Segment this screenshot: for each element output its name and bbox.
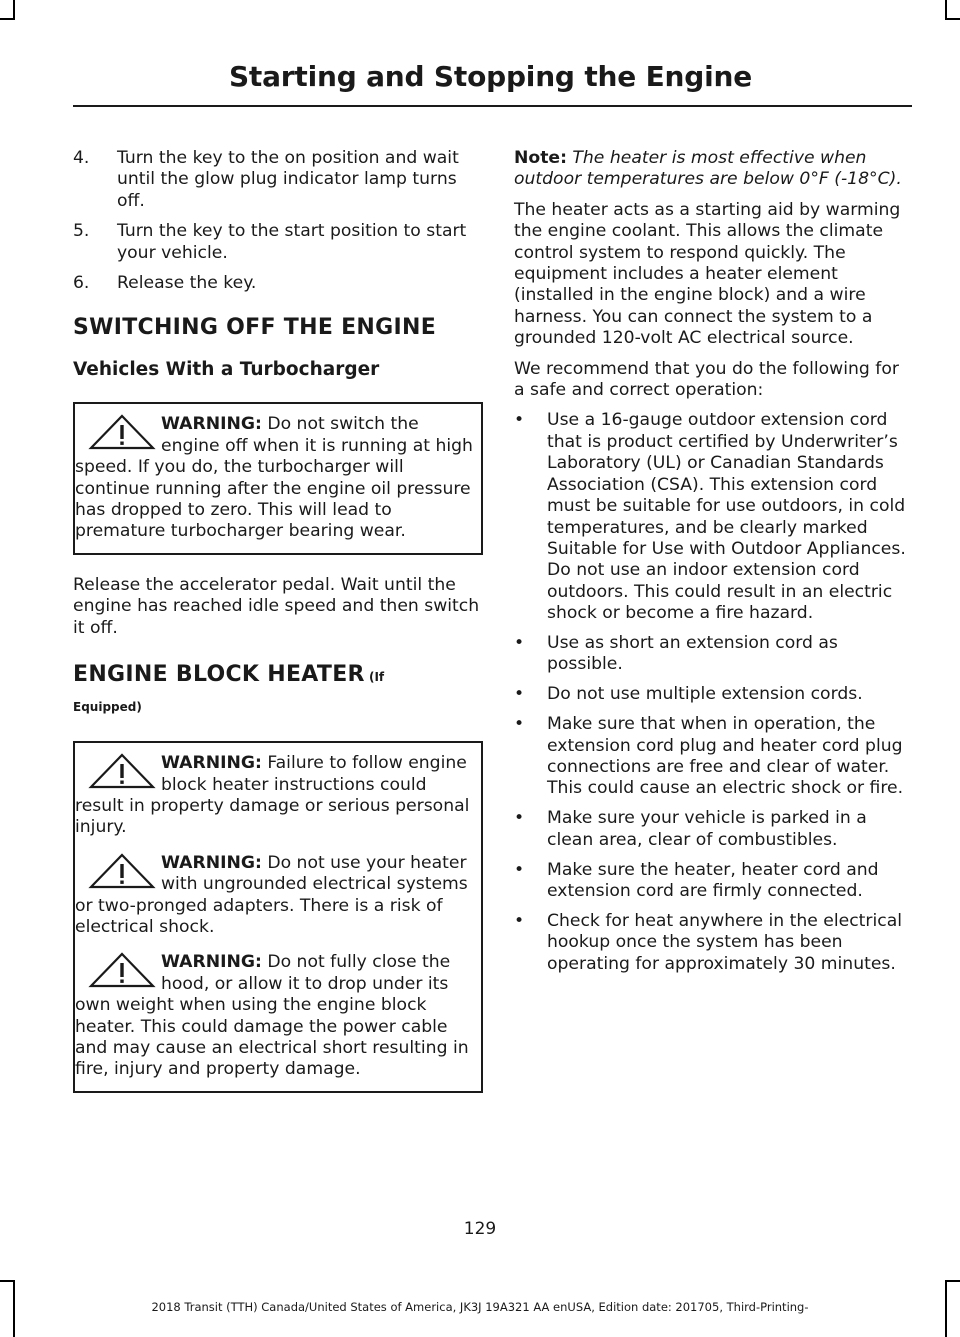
warning-item bbox=[75, 952, 473, 1080]
warning-label: WARNING: bbox=[161, 952, 262, 973]
section-heading-engine-block-heater bbox=[73, 661, 483, 691]
footer-edition-info: 2018 Transit (TTH) Canada/United States of America, JK3J 19A321 AA enUSA, Edition date: 201705, Third-Printing- bbox=[151, 1300, 809, 1314]
step-number: 4. bbox=[73, 148, 90, 168]
step-number: 5. bbox=[73, 221, 90, 242]
crop-mark bbox=[0, 1280, 15, 1282]
list-item bbox=[514, 860, 909, 903]
section-heading-switching-off: SWITCHING OFF THE ENGINE bbox=[73, 315, 437, 341]
heater-equipped-note: Equipped) bbox=[73, 700, 142, 715]
warning-text: Do not fully close the hood, or allow it to drop under its own weight when using the engine block heater. This could damage the power cable and may cause an electrical short resulting in fire, injury and property damage. bbox=[75, 952, 469, 1080]
crop-mark bbox=[945, 0, 947, 20]
warning-label: WARNING: bbox=[161, 852, 262, 873]
step-text: Turn the key to the on position and wait until the glow plug indicator lamp turns off. bbox=[117, 148, 459, 211]
subheading-turbocharger: Vehicles With a Turbocharger bbox=[73, 359, 380, 381]
list-item bbox=[514, 808, 909, 851]
bullet: • bbox=[514, 684, 525, 705]
bullet: • bbox=[514, 808, 525, 829]
crop-mark bbox=[945, 1280, 960, 1282]
warning-text: Do not use your heater with ungrounded electrical systems or two-pronged adapters. There is a risk of electrical shock. bbox=[75, 852, 468, 937]
release-instructions: Release the accelerator pedal. Wait until the engine has reached idle speed and then switch it off. bbox=[73, 574, 480, 638]
crop-mark bbox=[0, 18, 15, 20]
warning-label: WARNING: bbox=[161, 414, 262, 435]
bullet: • bbox=[514, 859, 525, 880]
recommendation-intro: We recommend that you do the following for a safe and correct operation: bbox=[514, 358, 899, 401]
bullet: • bbox=[514, 714, 525, 735]
left-column bbox=[73, 148, 483, 1113]
step-item bbox=[73, 148, 483, 212]
list-item-text: Make sure your vehicle is parked in a clean area, clear of combustibles. bbox=[547, 808, 867, 850]
step-number: 6. bbox=[73, 273, 90, 294]
heater-warning-box bbox=[73, 741, 483, 1093]
list-item bbox=[514, 684, 909, 705]
page-number: 129 bbox=[463, 1219, 497, 1239]
bullet: • bbox=[514, 410, 525, 431]
list-item bbox=[514, 410, 909, 624]
bullet: • bbox=[514, 911, 525, 931]
list-item-text: Check for heat anywhere in the electrical hookup once the system has been operating for approximately 30 minutes. bbox=[547, 911, 902, 974]
warning-text: Failure to follow engine block heater instructions could result in property damage or serious personal injury. bbox=[75, 753, 470, 838]
bullet: • bbox=[514, 633, 525, 654]
warning-item bbox=[75, 853, 473, 939]
warning-triangle-icon bbox=[87, 414, 157, 450]
header-divider bbox=[73, 105, 912, 107]
warning-label: WARNING: bbox=[161, 753, 262, 774]
page-title: Starting and Stopping the Engine bbox=[228, 60, 752, 93]
step-item bbox=[73, 221, 483, 264]
step-text: Turn the key to the start position to start your vehicle. bbox=[117, 221, 467, 263]
steps-list bbox=[73, 148, 483, 294]
heater-heading-text: ENGINE BLOCK HEATER bbox=[73, 662, 365, 688]
list-item-text: Use a 16-gauge outdoor extension cord that is product certified by Underwriter’s Laboratory (UL) or Canadian Standards Association (CSA). This extension cord must be suitable for use outdoors, in cold temperatures, and be clearly marked Suitable for Use with Outdoor Appliances. Do not use an indoor extension cord outdoors. This could result in an electric shock or become a fire hazard. bbox=[547, 410, 906, 624]
warning-triangle-icon bbox=[87, 853, 157, 889]
recommendation-list bbox=[514, 410, 909, 975]
warning-triangle-icon bbox=[87, 753, 157, 789]
warning-text: Do not switch the engine off when it is running at high speed. If you do, the turbocharger will continue running after the engine oil pressure has dropped to zero. This will lead to premature turbocharger bearing wear. bbox=[75, 414, 473, 542]
list-item-text: Make sure the heater, heater cord and extension cord are firmly connected. bbox=[547, 859, 879, 902]
step-item bbox=[73, 273, 483, 294]
crop-mark bbox=[13, 0, 15, 20]
list-item bbox=[514, 714, 909, 800]
warning-item bbox=[75, 414, 473, 542]
heater-description: The heater acts as a starting aid by warming the engine coolant. This allows the climate control system to respond quickly. The equipment includes a heater element (installed in the engine block) and a wire harness. You can connect the system to a grounded 120-volt AC electrical source. bbox=[514, 199, 901, 349]
heater-note bbox=[514, 148, 909, 191]
warning-triangle-icon bbox=[87, 952, 157, 988]
list-item bbox=[514, 911, 909, 975]
turbo-warning-box bbox=[73, 402, 483, 554]
right-column bbox=[514, 148, 909, 984]
heater-heading-suffix: (If bbox=[364, 670, 385, 685]
list-item-text: Use as short an extension cord as possible. bbox=[547, 633, 838, 675]
note-text: The heater is most effective when outdoor temperatures are below 0°F (-18°C). bbox=[514, 148, 902, 190]
list-item bbox=[514, 633, 909, 676]
note-label: Note: bbox=[514, 148, 567, 168]
crop-mark bbox=[945, 18, 960, 20]
step-text: Release the key. bbox=[117, 273, 257, 294]
list-item-text: Make sure that when in operation, the extension cord plug and heater cord plug connections are free and clear of water. This could cause an electric shock or fire. bbox=[547, 714, 904, 799]
warning-item bbox=[75, 753, 473, 839]
list-item-text: Do not use multiple extension cords. bbox=[547, 684, 863, 705]
